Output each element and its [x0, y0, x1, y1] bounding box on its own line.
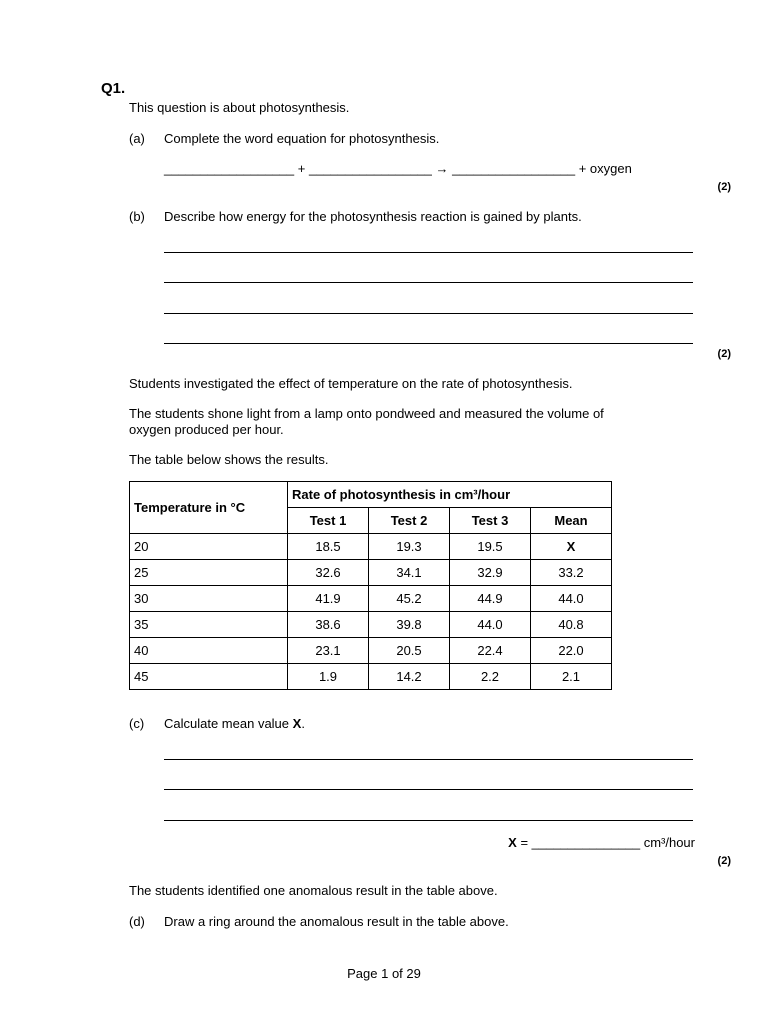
table-row	[130, 560, 612, 586]
part-b-label: (b)	[129, 209, 145, 224]
part-a-prompt: Complete the word equation for photosynthesis.	[164, 131, 440, 146]
header-test-3: Test 3	[450, 508, 531, 534]
table-row	[130, 664, 612, 690]
question-number: Q1.	[101, 80, 126, 97]
equation-blank-1[interactable]: __________________	[164, 161, 295, 176]
part-c-variable: X	[292, 716, 302, 731]
part-d-prompt: Draw a ring around the anomalous result in the table above.	[164, 914, 509, 929]
results-table	[129, 481, 612, 690]
cell-temperature: 25	[130, 560, 288, 586]
header-test-1: Test 1	[288, 508, 369, 534]
part-a-marks: (2)	[717, 181, 731, 193]
equation-plus: +	[297, 161, 306, 176]
cell-temperature: 45	[130, 664, 288, 690]
answer-line[interactable]	[164, 313, 693, 314]
answer-line[interactable]	[164, 252, 693, 253]
part-c-prompt-end: .	[301, 716, 305, 731]
cell-test-1[interactable]: 32.6	[288, 560, 369, 586]
cell-temperature: 35	[130, 612, 288, 638]
cell-mean[interactable]: 2.1	[531, 664, 612, 690]
cell-test-3[interactable]: 32.9	[450, 560, 531, 586]
cell-test-1[interactable]: 41.9	[288, 586, 369, 612]
cell-test-3[interactable]: 44.9	[450, 586, 531, 612]
cell-test-1[interactable]: 1.9	[288, 664, 369, 690]
context-paragraph-2-line-1: The students shone light from a lamp onto pondweed and measured the volume of	[129, 406, 604, 421]
cell-test-2[interactable]: 39.8	[369, 612, 450, 638]
question-intro: This question is about photosynthesis.	[129, 100, 350, 115]
cell-test-2[interactable]: 19.3	[369, 534, 450, 560]
page-number: Page 1 of 29	[347, 966, 421, 981]
part-c-prompt-text: Calculate mean value	[164, 716, 293, 731]
cell-mean[interactable]: 33.2	[531, 560, 612, 586]
header-temperature: Temperature in °C	[130, 482, 288, 534]
answer-line[interactable]	[164, 759, 693, 760]
answer-variable: X	[508, 835, 517, 850]
answer-line[interactable]	[164, 282, 693, 283]
table-row	[130, 586, 612, 612]
table-row	[130, 638, 612, 664]
part-c-marks: (2)	[717, 855, 731, 867]
cell-mean[interactable]: 22.0	[531, 638, 612, 664]
cell-temperature: 30	[130, 586, 288, 612]
equation-product: + oxygen	[578, 161, 632, 176]
context-paragraph-1: Students investigated the effect of temperature on the rate of photosynthesis.	[129, 376, 573, 391]
context-paragraph-2-line-2: oxygen produced per hour.	[129, 422, 284, 437]
cell-test-2[interactable]: 14.2	[369, 664, 450, 690]
cell-test-3[interactable]: 2.2	[450, 664, 531, 690]
part-c-prompt	[164, 716, 305, 732]
cell-test-2[interactable]: 34.1	[369, 560, 450, 586]
answer-line[interactable]	[164, 789, 693, 790]
context-paragraph-3: The table below shows the results.	[129, 452, 329, 467]
equation-arrow: →	[435, 161, 449, 176]
answer-line[interactable]	[164, 820, 693, 821]
cell-mean[interactable]: 44.0	[531, 586, 612, 612]
cell-mean[interactable]: 40.8	[531, 612, 612, 638]
cell-mean[interactable]: X	[531, 534, 612, 560]
part-b-prompt: Describe how energy for the photosynthesis reaction is gained by plants.	[164, 209, 582, 224]
part-d-label: (d)	[129, 914, 145, 929]
equation-blank-2[interactable]: _________________	[308, 161, 432, 176]
word-equation	[164, 161, 632, 177]
cell-temperature: 40	[130, 638, 288, 664]
answer-equation[interactable]: = _______________ cm³/hour	[516, 835, 695, 850]
cell-test-3[interactable]: 44.0	[450, 612, 531, 638]
cell-test-3[interactable]: 22.4	[450, 638, 531, 664]
cell-temperature: 20	[130, 534, 288, 560]
cell-test-3[interactable]: 19.5	[450, 534, 531, 560]
part-b-marks: (2)	[717, 348, 731, 360]
answer-line[interactable]	[164, 343, 693, 344]
cell-test-1[interactable]: 18.5	[288, 534, 369, 560]
table-row	[130, 612, 612, 638]
part-c-label: (c)	[129, 716, 145, 731]
part-a-label: (a)	[129, 131, 145, 146]
equation-blank-3[interactable]: _________________	[452, 161, 576, 176]
cell-test-2[interactable]: 20.5	[369, 638, 450, 664]
cell-test-2[interactable]: 45.2	[369, 586, 450, 612]
cell-test-1[interactable]: 38.6	[288, 612, 369, 638]
header-test-2: Test 2	[369, 508, 450, 534]
header-mean: Mean	[531, 508, 612, 534]
anomaly-statement: The students identified one anomalous result in the table above.	[129, 883, 498, 898]
part-c-answer[interactable]	[508, 835, 695, 851]
header-rate: Rate of photosynthesis in cm³/hour	[288, 482, 612, 508]
table-row	[130, 534, 612, 560]
cell-test-1[interactable]: 23.1	[288, 638, 369, 664]
